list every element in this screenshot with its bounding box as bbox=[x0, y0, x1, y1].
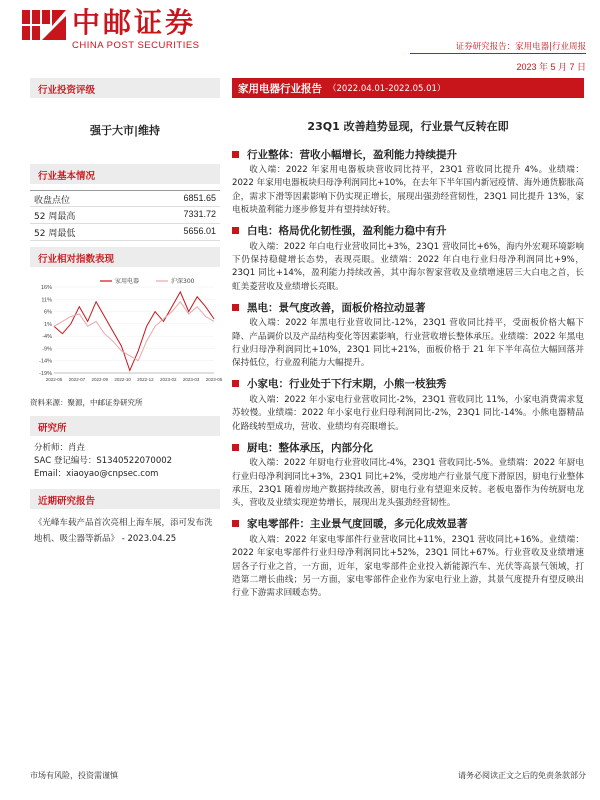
x-tick-label: 2022-10 bbox=[114, 377, 131, 382]
section-body: 收入端：2022 年家电零部件行业营收同比+11%，23Q1 营收同比+16%。业绩端：2022 年家电零部件行业归母净利润同比+52%，23Q1 同比+67%。行业营收及业绩增速居各子行业之首，一方面，近年，家电零部件企业投入新能源汽车、光伏等高景气领域，打造第二增长曲线；另一方面，家电零部件企业作为家电行业上游，其景气度提升有望反映出行业下游需求回暖态势。 bbox=[232, 534, 584, 599]
x-tick-label: 2022-07 bbox=[68, 377, 86, 382]
basics-label: 52 周最低 bbox=[34, 229, 76, 239]
basics-value: 7331.72 bbox=[183, 209, 216, 219]
y-tick-label: -14% bbox=[39, 358, 52, 365]
series-line-hs300 bbox=[54, 302, 214, 361]
section-body: 收入端：2022 年小家电行业营收同比-2%，23Q1 营收同比 11%，小家电消费需求复苏较慢。业绩端：2022 年小家电行业归母利润同比-2%，23Q1 同比-14%。小熊电器精品化路线转型成功，营收、业绩均有亮眼增长。 bbox=[232, 394, 584, 432]
y-tick-label: 11% bbox=[41, 297, 52, 304]
main-content bbox=[232, 78, 584, 604]
x-tick-label: 2022-12 bbox=[137, 377, 154, 382]
bullet-icon bbox=[232, 227, 239, 234]
bullet-icon bbox=[232, 151, 239, 158]
section-black-goods bbox=[232, 297, 584, 371]
section-components bbox=[232, 514, 584, 601]
table-row bbox=[30, 207, 220, 224]
logo-en-text: CHINA POST SECURITIES bbox=[72, 40, 200, 51]
analyst-email[interactable]: Email：xiaoyao@cnpsec.com bbox=[34, 469, 159, 479]
section-heading: 行业整体：营收小幅增长，盈利能力持续提升 bbox=[247, 148, 457, 161]
relative-index-chart bbox=[30, 273, 223, 393]
bullet-icon bbox=[232, 304, 239, 311]
section-white-goods bbox=[232, 221, 584, 295]
section-heading: 厨电：整体承压，内部分化 bbox=[247, 441, 373, 454]
legend-label: 家用电器 bbox=[115, 278, 140, 285]
chart-source: 资料来源：聚源，中邮证券研究所 bbox=[30, 398, 143, 407]
investment-rating: 强于大市|维持 bbox=[89, 124, 161, 137]
recent-heading: 近期研究报告 bbox=[30, 489, 220, 509]
basics-value: 5656.01 bbox=[183, 226, 216, 236]
page-title: 23Q1 改善趋势显现，行业景气反转在即 bbox=[307, 120, 509, 133]
recent-report: 《光峰车载产品首次亮相上海车展，添可发布洗地机、吸尘器等新品》 - 2023.04.25 bbox=[34, 518, 213, 544]
basics-value: 6851.65 bbox=[183, 193, 216, 203]
section-body: 收入端：2022 年家用电器板块营收同比持平，23Q1 营收同比提升 4%。业绩端：2022 年家用电器板块归母净利润同比+10%，在去年下半年国内新冠疫情、海外通货膨胀高企，需求下滑等因素影响下仍实现正增长，展现出强劲经营韧性，23Q1 同比提升 13%，家电板块盈利能力逐步修复并有望持续好转。 bbox=[232, 165, 584, 216]
banner-range: （2022.04.01-2022.05.01） bbox=[328, 84, 446, 94]
banner-title: 家用电器行业报告 bbox=[238, 82, 322, 95]
analyst-info bbox=[30, 436, 220, 489]
x-tick-label: 2022-09 bbox=[91, 377, 108, 382]
y-tick-label: 6% bbox=[44, 309, 52, 316]
legend-label: 沪深300 bbox=[171, 278, 195, 285]
x-tick-label: 2023-05 bbox=[205, 377, 223, 382]
report-banner bbox=[232, 78, 584, 98]
section-kitchen bbox=[232, 437, 584, 511]
report-date: 2023 年 5 月 7 日 bbox=[516, 62, 586, 72]
analyst-name: 分析师：肖垚 bbox=[34, 443, 86, 453]
section-heading: 黑电：景气度改善，面板价格拉动显著 bbox=[247, 301, 426, 314]
x-tick-label: 2023-03 bbox=[182, 377, 200, 382]
section-small-appliances bbox=[232, 374, 584, 434]
header-divider bbox=[410, 53, 586, 54]
section-heading: 家电零部件：主业景气度回暖，多元化成效显著 bbox=[247, 518, 468, 531]
report-header bbox=[0, 0, 600, 74]
logo-cn-text: 中邮证券 bbox=[72, 6, 197, 39]
section-heading: 小家电：行业处于下行末期，小熊一枝独秀 bbox=[247, 378, 447, 391]
sidebar bbox=[30, 78, 223, 553]
basics-label: 收盘点位 bbox=[34, 196, 71, 206]
y-tick-label: 16% bbox=[40, 285, 52, 291]
section-body: 收入端：2022 年黑电行业营收同比-12%，23Q1 营收同比持平，受面板价格大幅下降、产品调价以及产品结构变化等因素影响，行业营收增长整体承压。业绩端：2022 年黑电行业归母净利润同比+10%，23Q1 同比+21%，面板价格于 21 年下半年高位大幅回落并保持低位，行业盈利能力大幅提升。 bbox=[232, 318, 584, 369]
section-heading: 白电：格局优化韧性强，盈利能力稳中有升 bbox=[247, 225, 447, 238]
basics-table bbox=[30, 190, 220, 241]
analyst-sac: SAC 登记编号：S1340522070002 bbox=[34, 456, 173, 466]
section-overall bbox=[232, 144, 584, 218]
company-logo bbox=[22, 6, 200, 51]
analyst-heading: 研究所 bbox=[30, 416, 220, 436]
risk-warning: 市场有风险，投资需谨慎 bbox=[30, 771, 118, 780]
section-body: 收入端：2022 年厨电行业营收同比-4%，23Q1 营收同比-5%。业绩端：2022 年厨电行业归母净利润同比+3%，23Q1 同比+2%，受房地产行业景气度下滑原因，厨电行业整体承压，23Q1 随着房地产数据持续改善，厨电行业有望迎来反转。老板电器作为传统厨电龙头，营收及业绩实现逆势增长，展现出龙头强劲经营韧性。 bbox=[232, 458, 584, 509]
x-tick-label: 2023-02 bbox=[160, 377, 177, 382]
basics-label: 52 周最高 bbox=[34, 212, 76, 222]
logo-mark-icon bbox=[22, 6, 68, 46]
bullet-icon bbox=[232, 444, 239, 451]
y-tick-label: -9% bbox=[42, 346, 52, 353]
rating-heading: 行业投资评级 bbox=[30, 78, 220, 98]
section-body: 收入端：2022 年白电行业营收同比+3%，23Q1 营收同比+6%，海内外宏观环境影响下仍保持稳健增长态势，表现亮眼。业绩端：2022 年白电行业归母净利润同比+9%，23Q1 同比+14%，盈利能力持续改善，其中海尔智家营收及业绩增速居三大白电之首，长虹美菱营收及业绩增长亮眼。 bbox=[232, 241, 584, 292]
y-tick-label: -4% bbox=[42, 334, 52, 341]
breadcrumb: 证券研究报告：家用电器|行业周报 bbox=[455, 42, 586, 52]
basics-heading: 行业基本情况 bbox=[30, 164, 220, 184]
page-footer bbox=[30, 770, 586, 781]
chart-heading: 行业相对指数表现 bbox=[30, 247, 220, 267]
disclaimer-note: 请务必阅读正文之后的免责条款部分 bbox=[458, 771, 586, 780]
x-tick-label: 2022-05 bbox=[45, 377, 63, 382]
table-row bbox=[30, 224, 220, 241]
table-row bbox=[30, 190, 220, 207]
y-tick-label: 1% bbox=[44, 321, 52, 328]
chart-svg bbox=[30, 273, 223, 393]
bullet-icon bbox=[232, 520, 239, 527]
y-tick-label: -19% bbox=[39, 371, 52, 377]
bullet-icon bbox=[232, 380, 239, 387]
